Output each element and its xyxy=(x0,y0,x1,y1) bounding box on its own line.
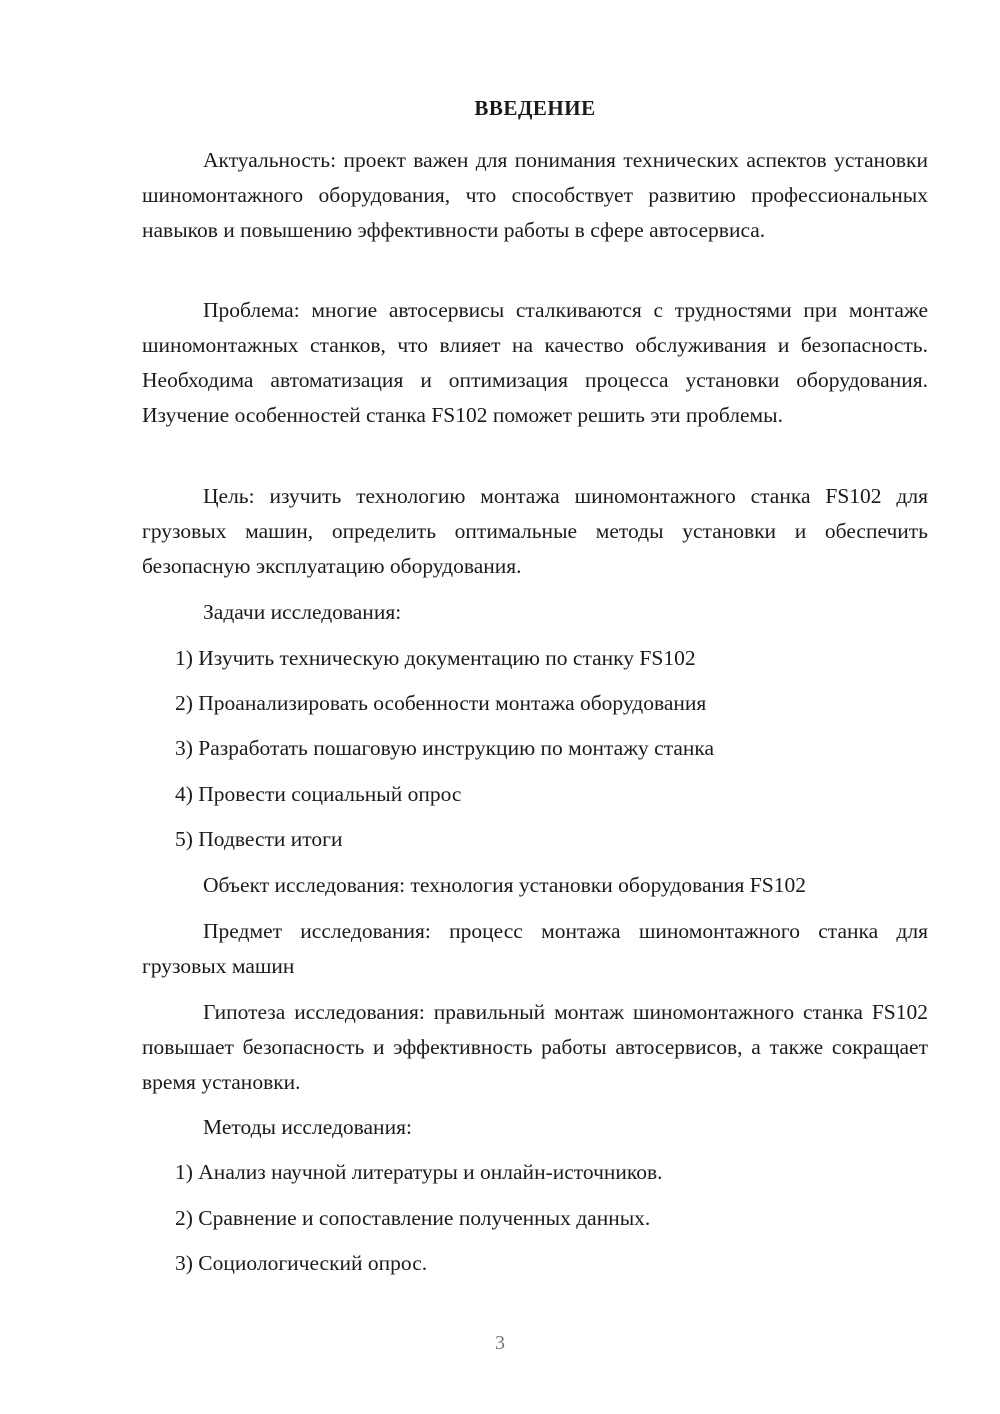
paragraph-goal: Цель: изучить технологию монтажа шиномонтажного станка FS102 для грузовых машин, определить оптимальные методы установки и обеспечить безопасную эксплуатацию оборудования. xyxy=(142,484,928,578)
task-item: 4) Провести социальный опрос xyxy=(175,782,462,806)
methods-heading: Методы исследования: xyxy=(203,1115,412,1139)
task-item: 1) Изучить техническую документацию по станку FS102 xyxy=(175,646,696,670)
method-item: 2) Сравнение и сопоставление полученных данных. xyxy=(175,1206,651,1230)
task-item: 2) Проанализировать особенности монтажа оборудования xyxy=(175,691,707,715)
paragraph-subject: Предмет исследования: процесс монтажа шиномонтажного станка для грузовых машин xyxy=(142,919,928,978)
paragraph-problem: Проблема: многие автосервисы сталкиваются с трудностями при монтаже шиномонтажных станков, что влияет на качество обслуживания и безопасность. Необходима автоматизация и оптимизация процесса установки оборудования. Изучение особенностей станка FS102 поможет решить эти проблемы. xyxy=(142,298,928,427)
page-title: ВВЕДЕНИЕ xyxy=(474,96,596,120)
method-item: 1) Анализ научной литературы и онлайн-источников. xyxy=(175,1160,663,1184)
method-item: 3) Социологический опрос. xyxy=(175,1251,428,1275)
page-number: 3 xyxy=(495,1332,505,1354)
paragraph-relevance: Актуальность: проект важен для понимания технических аспектов установки шиномонтажного оборудования, что способствует развитию профессиональных навыков и повышению эффективности работы в сфере автосервиса. xyxy=(142,148,928,242)
task-item: 5) Подвести итоги xyxy=(175,827,343,851)
document-page xyxy=(142,0,928,1414)
research-object: Объект исследования: технология установки оборудования FS102 xyxy=(203,873,806,897)
tasks-heading: Задачи исследования: xyxy=(203,600,402,624)
paragraph-hypothesis: Гипотеза исследования: правильный монтаж шиномонтажного станка FS102 повышает безопасность и эффективность работы автосервисов, а также сокращает время установки. xyxy=(142,1000,928,1094)
task-item: 3) Разработать пошаговую инструкцию по монтажу станка xyxy=(175,736,715,760)
